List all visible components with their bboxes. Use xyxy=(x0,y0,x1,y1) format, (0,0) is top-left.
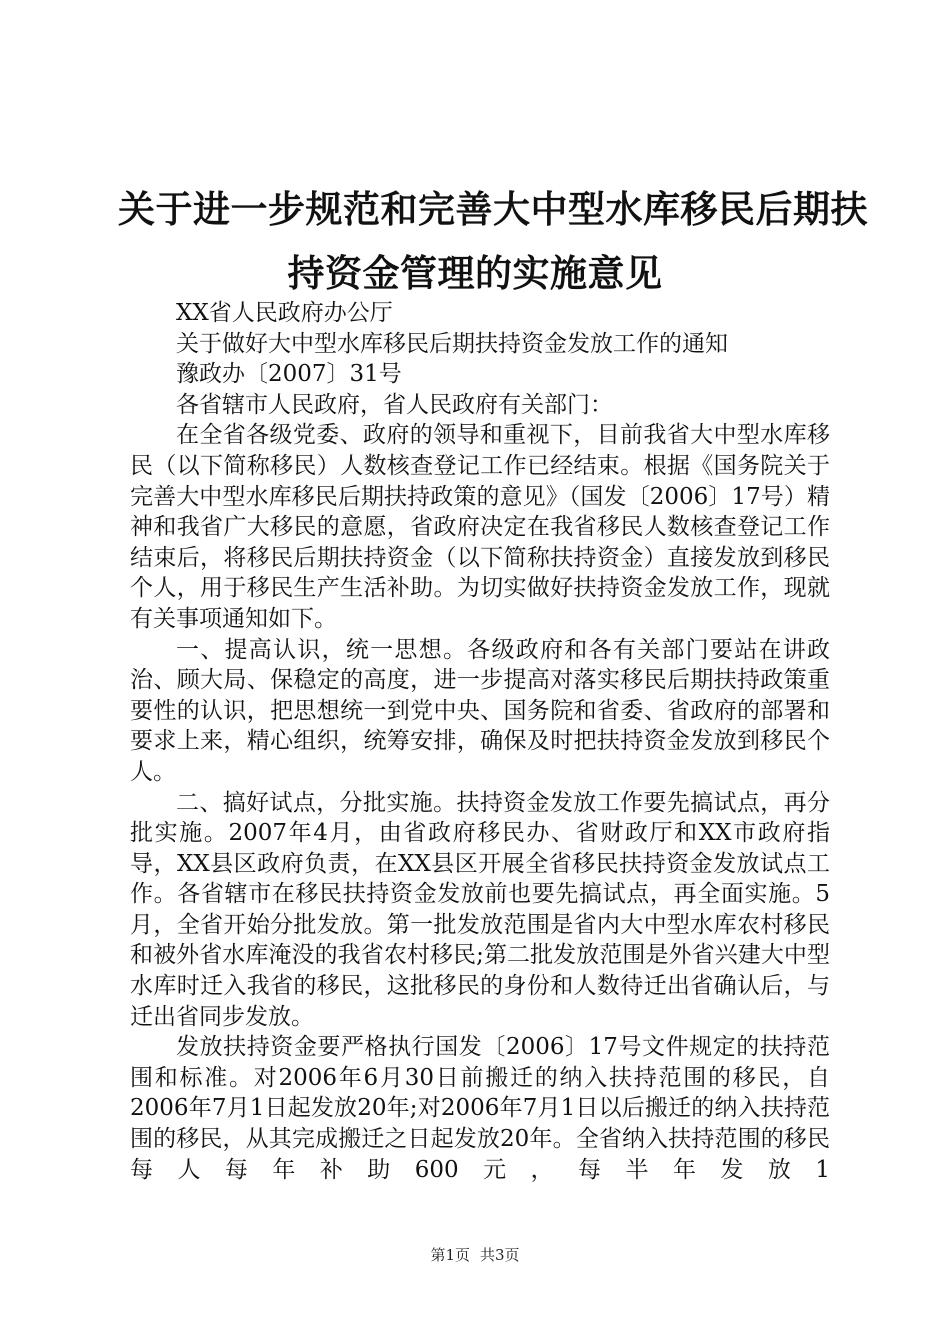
page-footer xyxy=(0,1244,950,1265)
title-line-2: 持资金管理的实施意见 xyxy=(287,252,663,295)
title-line-1: 关于进一步规范和完善大中型水库移民后期扶 xyxy=(118,188,868,231)
document-number-line: 豫政办〔2007〕31号 xyxy=(176,361,402,388)
page-total: 共3页 xyxy=(480,1246,520,1264)
issuer-line: XX省人民政府办公厅 xyxy=(176,300,393,326)
document-body xyxy=(130,298,830,1185)
notice-title-line: 关于做好大中型水库移民后期扶持资金发放工作的通知 xyxy=(176,330,728,357)
page-number: 第1页 xyxy=(430,1246,470,1264)
addressee-line: 各省辖市人民政府，省人民政府有关部门： xyxy=(176,391,613,418)
paragraph-section-1: 一、提高认识，统一思想。各级政府和各有关部门要站在讲政治、顾大局、保稳定的高度，进一步提高对落实移民后期扶持政策重要性的认识，把思想统一到党中央、国务院和省委、省政府的部署和要求上来，精心组织，统筹安排，确保及时把扶持资金发放到移民个人。 xyxy=(130,636,830,785)
document-title xyxy=(118,178,868,306)
paragraph-intro: 在全省各级党委、政府的领导和重视下，目前我省大中型水库移民（以下简称移民）人数核查登记工作已经结束。根据《国务院关于完善大中型水库移民后期扶持政策的意见》（国发〔2006〕17号）精神和我省广大移民的意愿，省政府决定在我省移民人数核查登记工作结束后，将移民后期扶持资金（以下简称扶持资金）直接发放到移民个人，用于移民生产生活补助。为切实做好扶持资金发放工作，现就有关事项通知如下。 xyxy=(130,422,830,632)
paragraph-section-2: 二、搞好试点，分批实施。扶持资金发放工作要先搞试点，再分批实施。2007年4月，由省政府移民办、省财政厅和XX市政府指导，XX县区政府负责，在XX县区开展全省移民扶持资金发放试点工作。各省辖市在移民扶持资金发放前也要先搞试点，再全面实施。5月，全省开始分批发放。第一批发放范围是省内大中型水库农村移民和被外省水库淹没的我省农村移民;第二批发放范围是外省兴建大中型水库时迁入我省的移民，这批移民的身份和人数待迁出省确认后，与迁出省同步发放。 xyxy=(130,789,830,1030)
paragraph-standards: 发放扶持资金要严格执行国发〔2006〕17号文件规定的扶持范围和标准。对2006年6月30日前搬迁的纳入扶持范围的移民，自2006年7月1日起发放20年;对2006年7月1日以后搬迁的纳入扶持范围的移民，从其完成搬迁之日起发放20年。全省纳入扶持范围的移民每人每年补助600元，每半年发放1 xyxy=(130,1034,830,1183)
